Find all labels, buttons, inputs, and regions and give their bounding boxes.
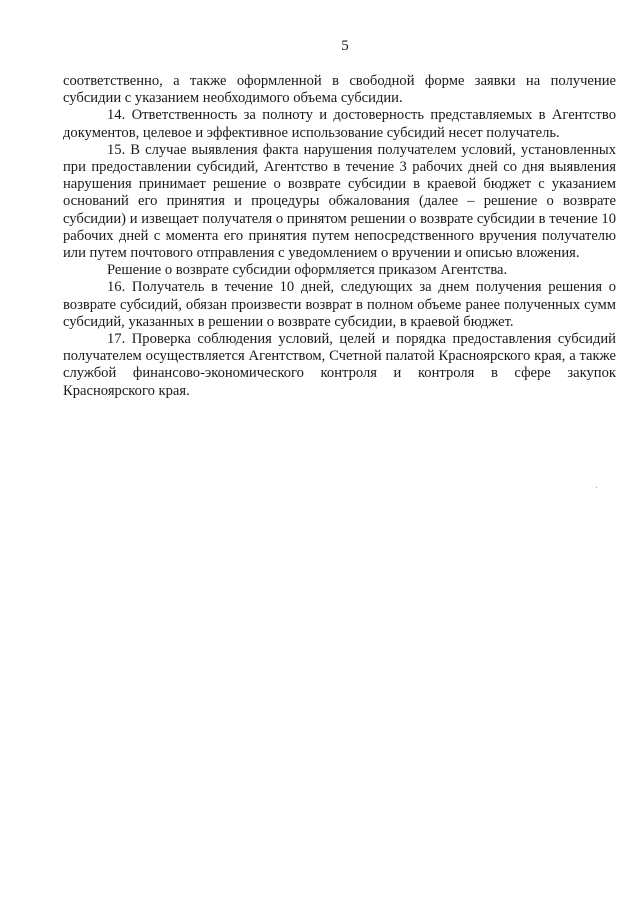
paragraph-15: 15. В случае выявления факта нарушения получателем условий, установленных при предоставлении субсидий, Агентство в течение 3 рабочих дней со дня выявления нарушения принимает решение о возврате субсидии в краевой бюджет с указанием оснований его принятия и процедуры обжалования (далее – решение о возврате субсидии) и извещает получателя о принятом решении о возврате субсидии в течение 10 рабочих дней с момента его принятия путем непосредственного вручения получателю или путем почтового отправления с уведомлением о вручении и описью вложения. (63, 141, 616, 262)
paragraph-16: 16. Получатель в течение 10 дней, следующих за днем получения решения о возврате субсидий, обязан произвести возврат в полном объеме ранее полученных сумм субсидий, указанных в решении о возврате субсидии, в краевой бюджет. (63, 279, 616, 330)
document-body (63, 73, 616, 400)
paragraph-decision-order: Решение о возврате субсидии оформляется приказом Агентства. (107, 262, 508, 279)
page-number: 5 (341, 38, 349, 54)
scan-speck (596, 487, 597, 488)
paragraph-14: 14. Ответственность за полноту и достоверность представляемых в Агентство документов, целевое и эффективное использование субсидий несет получатель. (63, 107, 616, 141)
paragraph-17: 17. Проверка соблюдения условий, целей и порядка предоставления субсидий получателем осуществляется Агентством, Счетной палатой Красноярского края, а также службой финансово-экономического контроля и контроля в сфере закупок Красноярского края. (63, 331, 616, 399)
paragraph-continuation: соответственно, а также оформленной в свободной форме заявки на получение субсидии с указанием необходимого объема субсидии. (63, 73, 616, 107)
